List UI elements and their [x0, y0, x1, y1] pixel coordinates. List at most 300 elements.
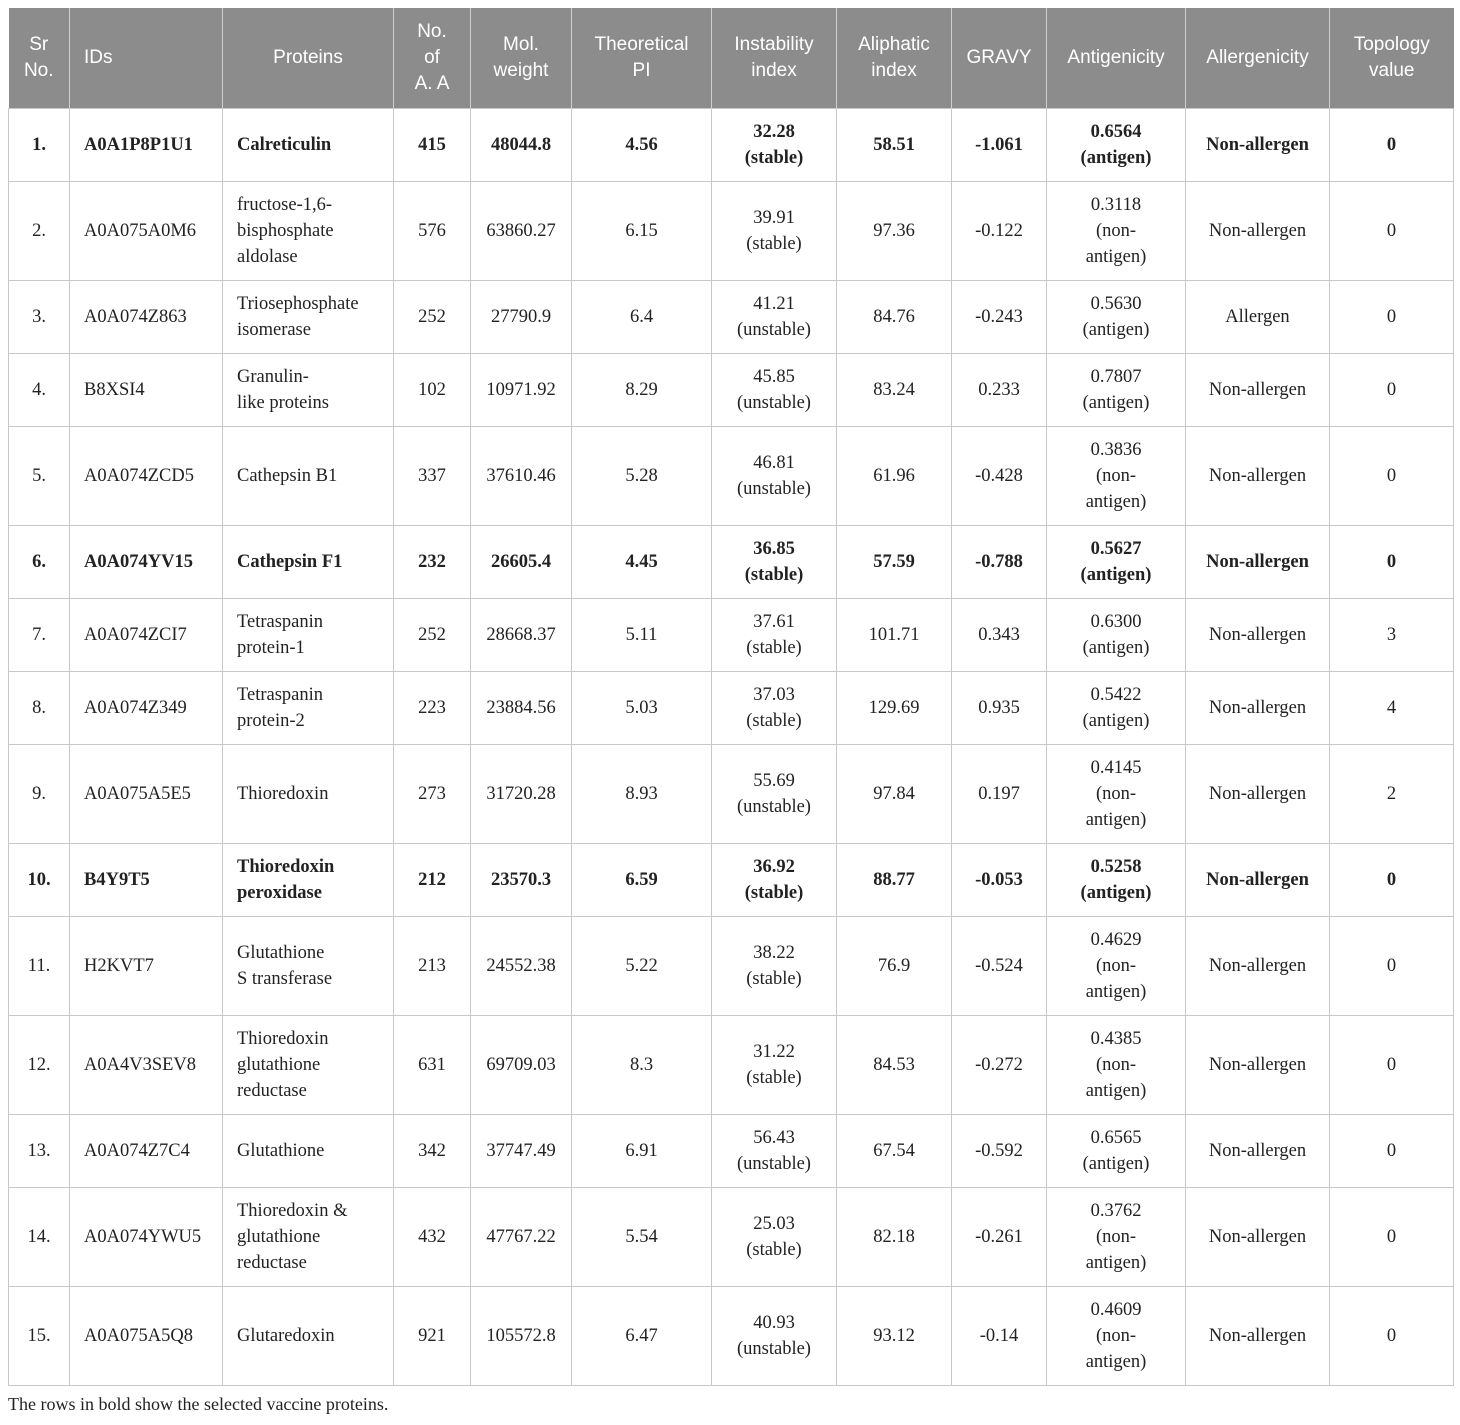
cell-gravy: -0.243 [952, 281, 1047, 354]
cell-theoretical-pi: 5.22 [572, 917, 712, 1016]
cell-proteins [223, 526, 394, 599]
cell-text: Tetraspanin [237, 612, 324, 632]
cell-sr-no: 10. [9, 844, 70, 917]
column-header-gravy [952, 8, 1047, 109]
cell-topology-value: 0 [1330, 917, 1454, 1016]
cell-instability-index [712, 1115, 837, 1188]
cell-text: (stable) [746, 1240, 802, 1260]
cell-gravy: -0.524 [952, 917, 1047, 1016]
cell-gravy: 0.197 [952, 745, 1047, 844]
cell-text: antigen) [1085, 1352, 1147, 1372]
cell-text: (unstable) [737, 1339, 811, 1359]
cell-antigenicity [1047, 1016, 1186, 1115]
cell-ids: A0A075A5Q8 [70, 1287, 223, 1386]
cell-antigenicity [1047, 109, 1186, 182]
column-header-theoretical-pi [572, 8, 712, 109]
cell-antigenicity [1047, 599, 1186, 672]
cell-theoretical-pi: 5.03 [572, 672, 712, 745]
cell-proteins [223, 844, 394, 917]
cell-sr-no: 1. [9, 109, 70, 182]
header-text: A. A [414, 73, 450, 94]
cell-mol-weight: 37747.49 [471, 1115, 572, 1188]
cell-text: (stable) [744, 148, 804, 168]
cell-ids: B8XSI4 [70, 354, 223, 427]
cell-mol-weight: 23884.56 [471, 672, 572, 745]
header-text: Mol. [503, 34, 539, 55]
cell-text: 0.6300 [1090, 612, 1142, 632]
cell-ids: A0A075A5E5 [70, 745, 223, 844]
cell-ids: A0A1P8P1U1 [70, 109, 223, 182]
cell-gravy: -0.122 [952, 182, 1047, 281]
cell-topology-value: 2 [1330, 745, 1454, 844]
cell-no-of-aa: 212 [394, 844, 471, 917]
header-row [9, 8, 1454, 109]
cell-text: Granulin- [237, 367, 309, 387]
cell-text: Glutathione [237, 943, 325, 963]
cell-text: (unstable) [737, 479, 811, 499]
cell-text: Glutaredoxin [237, 1326, 335, 1346]
cell-theoretical-pi: 5.28 [572, 427, 712, 526]
cell-instability-index [712, 109, 837, 182]
header-text: GRAVY [966, 47, 1032, 68]
header-text: weight [493, 60, 549, 81]
cell-mol-weight: 63860.27 [471, 182, 572, 281]
header-text: Antigenicity [1067, 47, 1165, 68]
cell-allergenicity: Non-allergen [1186, 109, 1330, 182]
cell-no-of-aa: 921 [394, 1287, 471, 1386]
cell-text: 0.6564 [1090, 122, 1142, 142]
table-row [9, 427, 1454, 526]
cell-aliphatic-index: 97.36 [837, 182, 952, 281]
cell-text: antigen) [1085, 982, 1147, 1002]
cell-text: antigen) [1085, 810, 1147, 830]
cell-topology-value: 0 [1330, 526, 1454, 599]
header-text: Topology [1353, 34, 1430, 55]
cell-text: (stable) [746, 969, 802, 989]
cell-text: (stable) [746, 1068, 802, 1088]
cell-proteins [223, 599, 394, 672]
cell-text: 0.4629 [1090, 930, 1142, 950]
cell-no-of-aa: 576 [394, 182, 471, 281]
cell-antigenicity [1047, 281, 1186, 354]
cell-gravy: -0.272 [952, 1016, 1047, 1115]
header-text: Sr [29, 34, 49, 55]
cell-theoretical-pi: 8.93 [572, 745, 712, 844]
table-row [9, 672, 1454, 745]
cell-gravy: 0.233 [952, 354, 1047, 427]
cell-text: aldolase [237, 247, 298, 267]
cell-text: 45.85 [753, 367, 795, 387]
cell-text: 0.7807 [1090, 367, 1142, 387]
cell-allergenicity: Non-allergen [1186, 526, 1330, 599]
cell-text: Cathepsin F1 [237, 552, 343, 572]
cell-proteins [223, 427, 394, 526]
cell-text: fructose-1,6- [237, 195, 333, 215]
cell-sr-no: 3. [9, 281, 70, 354]
cell-topology-value: 0 [1330, 1188, 1454, 1287]
table-row [9, 1287, 1454, 1386]
cell-instability-index [712, 599, 837, 672]
cell-sr-no: 5. [9, 427, 70, 526]
cell-topology-value: 0 [1330, 1287, 1454, 1386]
cell-mol-weight: 37610.46 [471, 427, 572, 526]
cell-ids: A0A074YV15 [70, 526, 223, 599]
cell-antigenicity [1047, 1115, 1186, 1188]
cell-theoretical-pi: 6.91 [572, 1115, 712, 1188]
table-row [9, 1115, 1454, 1188]
cell-text: 32.28 [753, 122, 795, 142]
cell-sr-no: 7. [9, 599, 70, 672]
cell-topology-value: 0 [1330, 844, 1454, 917]
cell-text: 0.5258 [1090, 857, 1142, 877]
cell-text: 0.3118 [1090, 195, 1142, 215]
cell-text: (antigen) [1082, 711, 1150, 731]
cell-topology-value: 0 [1330, 1016, 1454, 1115]
table-container [8, 8, 1453, 1415]
cell-antigenicity [1047, 745, 1186, 844]
cell-text: Glutathione [237, 1141, 325, 1161]
cell-instability-index [712, 745, 837, 844]
cell-antigenicity [1047, 354, 1186, 427]
cell-no-of-aa: 102 [394, 354, 471, 427]
cell-topology-value: 0 [1330, 1115, 1454, 1188]
cell-no-of-aa: 252 [394, 281, 471, 354]
cell-theoretical-pi: 5.11 [572, 599, 712, 672]
cell-no-of-aa: 223 [394, 672, 471, 745]
cell-proteins [223, 917, 394, 1016]
cell-proteins [223, 109, 394, 182]
cell-theoretical-pi: 5.54 [572, 1188, 712, 1287]
cell-no-of-aa: 432 [394, 1188, 471, 1287]
header-text: No. [23, 60, 54, 81]
cell-text: (antigen) [1082, 393, 1150, 413]
cell-instability-index [712, 182, 837, 281]
cell-text: reductase [237, 1081, 307, 1101]
table-row [9, 281, 1454, 354]
column-header-topology-value [1330, 8, 1454, 109]
cell-aliphatic-index: 61.96 [837, 427, 952, 526]
cell-text: glutathione [237, 1227, 321, 1247]
cell-text: 46.81 [753, 453, 795, 473]
cell-allergenicity: Non-allergen [1186, 1115, 1330, 1188]
cell-theoretical-pi: 6.4 [572, 281, 712, 354]
cell-text: 0.3836 [1090, 440, 1142, 460]
cell-text: 41.21 [753, 294, 795, 314]
cell-instability-index [712, 354, 837, 427]
cell-text: Thioredoxin & [237, 1201, 348, 1221]
table-row [9, 182, 1454, 281]
table-row [9, 526, 1454, 599]
cell-proteins [223, 672, 394, 745]
cell-text: 37.61 [753, 612, 795, 632]
cell-theoretical-pi: 4.45 [572, 526, 712, 599]
cell-text: 0.4609 [1090, 1300, 1142, 1320]
cell-mol-weight: 23570.3 [471, 844, 572, 917]
cell-text: 0.5630 [1090, 294, 1142, 314]
cell-aliphatic-index: 97.84 [837, 745, 952, 844]
cell-allergenicity: Non-allergen [1186, 1016, 1330, 1115]
cell-antigenicity [1047, 672, 1186, 745]
cell-proteins [223, 354, 394, 427]
cell-ids: A0A074ZCD5 [70, 427, 223, 526]
vaccine-protein-table [8, 8, 1454, 1386]
table-row [9, 917, 1454, 1016]
cell-sr-no: 6. [9, 526, 70, 599]
cell-text: (non- [1095, 1227, 1137, 1247]
cell-text: bisphosphate [237, 221, 334, 241]
cell-text: (antigen) [1080, 883, 1152, 903]
cell-no-of-aa: 273 [394, 745, 471, 844]
cell-theoretical-pi: 6.59 [572, 844, 712, 917]
cell-text: (non- [1095, 784, 1137, 804]
cell-allergenicity: Non-allergen [1186, 1287, 1330, 1386]
cell-aliphatic-index: 57.59 [837, 526, 952, 599]
cell-aliphatic-index: 76.9 [837, 917, 952, 1016]
cell-text: (stable) [746, 711, 802, 731]
header-text: Instability [734, 34, 814, 55]
cell-text: 0.5422 [1090, 685, 1142, 705]
cell-antigenicity [1047, 1188, 1186, 1287]
cell-antigenicity [1047, 427, 1186, 526]
cell-allergenicity: Non-allergen [1186, 844, 1330, 917]
cell-instability-index [712, 672, 837, 745]
column-header-instability-index [712, 8, 837, 109]
cell-aliphatic-index: 83.24 [837, 354, 952, 427]
cell-aliphatic-index: 82.18 [837, 1188, 952, 1287]
cell-text: peroxidase [237, 883, 322, 903]
cell-theoretical-pi: 6.47 [572, 1287, 712, 1386]
cell-instability-index [712, 1188, 837, 1287]
cell-text: 25.03 [753, 1214, 795, 1234]
header-text: Theoretical [594, 34, 689, 55]
cell-text: Thioredoxin [237, 1029, 329, 1049]
cell-sr-no: 12. [9, 1016, 70, 1115]
cell-mol-weight: 105572.8 [471, 1287, 572, 1386]
cell-aliphatic-index: 88.77 [837, 844, 952, 917]
cell-text: antigen) [1085, 1253, 1147, 1273]
cell-theoretical-pi: 4.56 [572, 109, 712, 182]
cell-topology-value: 0 [1330, 182, 1454, 281]
cell-text: Tetraspanin [237, 685, 324, 705]
cell-allergenicity: Non-allergen [1186, 672, 1330, 745]
cell-aliphatic-index: 93.12 [837, 1287, 952, 1386]
table-footnote: The rows in bold show the selected vaccine proteins. [8, 1394, 389, 1414]
cell-proteins [223, 182, 394, 281]
cell-gravy: 0.935 [952, 672, 1047, 745]
cell-sr-no: 9. [9, 745, 70, 844]
cell-text: 0.6565 [1090, 1128, 1142, 1148]
cell-text: protein-2 [237, 711, 305, 731]
cell-mol-weight: 31720.28 [471, 745, 572, 844]
cell-text: (antigen) [1080, 148, 1152, 168]
cell-text: 36.92 [753, 857, 795, 877]
cell-ids: A0A074ZCI7 [70, 599, 223, 672]
cell-no-of-aa: 631 [394, 1016, 471, 1115]
cell-instability-index [712, 1016, 837, 1115]
column-header-proteins [223, 8, 394, 109]
column-header-mol-weight [471, 8, 572, 109]
cell-text: (unstable) [737, 1154, 811, 1174]
column-header-sr-no [9, 8, 70, 109]
cell-text: 38.22 [753, 943, 795, 963]
table-row [9, 844, 1454, 917]
cell-allergenicity: Non-allergen [1186, 917, 1330, 1016]
cell-theoretical-pi: 8.29 [572, 354, 712, 427]
cell-topology-value: 4 [1330, 672, 1454, 745]
cell-mol-weight: 27790.9 [471, 281, 572, 354]
header-text: IDs [84, 47, 113, 68]
column-header-aliphatic-index [837, 8, 952, 109]
cell-sr-no: 15. [9, 1287, 70, 1386]
cell-text: 0.5627 [1090, 539, 1142, 559]
cell-no-of-aa: 337 [394, 427, 471, 526]
cell-sr-no: 8. [9, 672, 70, 745]
cell-aliphatic-index: 84.76 [837, 281, 952, 354]
table-row [9, 109, 1454, 182]
column-header-no-of-aa [394, 8, 471, 109]
table-row [9, 745, 1454, 844]
cell-text: (stable) [746, 638, 802, 658]
cell-mol-weight: 48044.8 [471, 109, 572, 182]
cell-text: like proteins [237, 393, 329, 413]
cell-text: isomerase [237, 320, 311, 340]
cell-text: antigen) [1085, 492, 1147, 512]
cell-mol-weight: 24552.38 [471, 917, 572, 1016]
cell-text: 37.03 [753, 685, 795, 705]
cell-text: (unstable) [737, 320, 811, 340]
cell-instability-index [712, 1287, 837, 1386]
cell-aliphatic-index: 58.51 [837, 109, 952, 182]
cell-text: (non- [1095, 466, 1137, 486]
cell-theoretical-pi: 8.3 [572, 1016, 712, 1115]
cell-text: reductase [237, 1253, 307, 1273]
cell-gravy: 0.343 [952, 599, 1047, 672]
cell-text: (unstable) [737, 797, 811, 817]
cell-instability-index [712, 844, 837, 917]
cell-allergenicity: Non-allergen [1186, 182, 1330, 281]
cell-proteins [223, 1287, 394, 1386]
header-text: of [424, 47, 440, 68]
cell-gravy: -0.592 [952, 1115, 1047, 1188]
cell-topology-value: 0 [1330, 354, 1454, 427]
cell-allergenicity: Non-allergen [1186, 745, 1330, 844]
column-header-antigenicity [1047, 8, 1186, 109]
cell-topology-value: 3 [1330, 599, 1454, 672]
cell-ids: A0A4V3SEV8 [70, 1016, 223, 1115]
header-text: index [871, 60, 917, 81]
cell-text: (stable) [744, 883, 804, 903]
cell-mol-weight: 10971.92 [471, 354, 572, 427]
cell-text: 39.91 [753, 208, 795, 228]
cell-text: 56.43 [753, 1128, 795, 1148]
cell-text: 55.69 [753, 771, 795, 791]
cell-topology-value: 0 [1330, 427, 1454, 526]
header-text: Proteins [273, 47, 343, 68]
column-header-allergenicity [1186, 8, 1330, 109]
cell-text: 0.4385 [1090, 1029, 1142, 1049]
cell-text: 40.93 [753, 1313, 795, 1333]
cell-text: (non- [1095, 1055, 1137, 1075]
cell-text: antigen) [1085, 247, 1147, 267]
cell-proteins [223, 1115, 394, 1188]
cell-aliphatic-index: 67.54 [837, 1115, 952, 1188]
cell-antigenicity [1047, 917, 1186, 1016]
cell-text: (stable) [744, 565, 804, 585]
cell-gravy: -1.061 [952, 109, 1047, 182]
cell-instability-index [712, 281, 837, 354]
cell-text: (antigen) [1082, 1154, 1150, 1174]
cell-ids: B4Y9T5 [70, 844, 223, 917]
cell-aliphatic-index: 84.53 [837, 1016, 952, 1115]
table-body [9, 109, 1454, 1386]
table-row [9, 1188, 1454, 1287]
cell-text: Triosephosphate [237, 294, 359, 314]
cell-text: glutathione [237, 1055, 321, 1075]
cell-antigenicity [1047, 1287, 1186, 1386]
cell-aliphatic-index: 101.71 [837, 599, 952, 672]
cell-allergenicity: Non-allergen [1186, 354, 1330, 427]
cell-text: (non- [1095, 956, 1137, 976]
table-row [9, 1016, 1454, 1115]
cell-text: 0.3762 [1090, 1201, 1142, 1221]
cell-text: 36.85 [753, 539, 795, 559]
header-text: No. [417, 21, 447, 42]
cell-topology-value: 0 [1330, 281, 1454, 354]
cell-allergenicity: Non-allergen [1186, 427, 1330, 526]
cell-gravy: -0.053 [952, 844, 1047, 917]
cell-text: 0.4145 [1090, 758, 1142, 778]
cell-no-of-aa: 232 [394, 526, 471, 599]
cell-antigenicity [1047, 526, 1186, 599]
cell-text: 31.22 [753, 1042, 795, 1062]
cell-no-of-aa: 213 [394, 917, 471, 1016]
cell-no-of-aa: 252 [394, 599, 471, 672]
cell-text: S transferase [237, 969, 333, 989]
cell-sr-no: 4. [9, 354, 70, 427]
table-row [9, 354, 1454, 427]
cell-ids: A0A074Z863 [70, 281, 223, 354]
cell-mol-weight: 47767.22 [471, 1188, 572, 1287]
header-text: PI [632, 60, 651, 81]
cell-allergenicity: Non-allergen [1186, 599, 1330, 672]
cell-mol-weight: 69709.03 [471, 1016, 572, 1115]
cell-allergenicity: Non-allergen [1186, 1188, 1330, 1287]
cell-gravy: -0.428 [952, 427, 1047, 526]
cell-text: Cathepsin B1 [237, 466, 338, 486]
cell-text: Calreticulin [237, 135, 332, 155]
table-header [9, 8, 1454, 109]
header-text: value [1369, 60, 1415, 81]
cell-text: antigen) [1085, 1081, 1147, 1101]
cell-gravy: -0.14 [952, 1287, 1047, 1386]
cell-text: Thioredoxin [237, 857, 335, 877]
cell-allergenicity: Allergen [1186, 281, 1330, 354]
header-text: Aliphatic [858, 34, 930, 55]
cell-proteins [223, 1188, 394, 1287]
cell-proteins [223, 281, 394, 354]
cell-text: (stable) [746, 234, 802, 254]
cell-topology-value: 0 [1330, 109, 1454, 182]
cell-gravy: -0.788 [952, 526, 1047, 599]
cell-antigenicity [1047, 182, 1186, 281]
cell-instability-index [712, 427, 837, 526]
cell-text: (antigen) [1082, 638, 1150, 658]
cell-no-of-aa: 342 [394, 1115, 471, 1188]
cell-text: (non- [1095, 1326, 1137, 1346]
cell-text: (non- [1095, 221, 1137, 241]
header-text: Allergenicity [1206, 47, 1309, 68]
cell-instability-index [712, 917, 837, 1016]
